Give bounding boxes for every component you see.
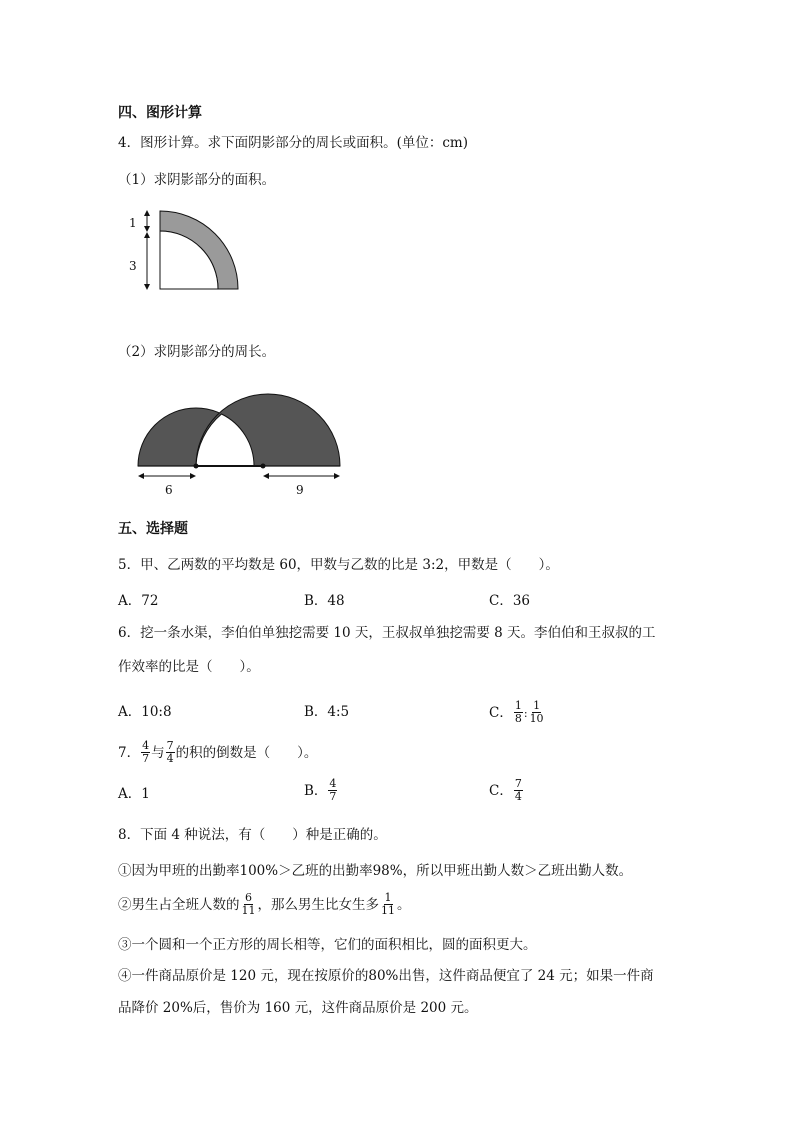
question-8-statement-4-line-2: 品降价 20%后，售价为 160 元，这件商品原价是 200 元。 — [118, 1000, 478, 1016]
question-4-stem: 4．图形计算。求下面阴影部分的周长或面积。(单位：cm) — [118, 135, 468, 151]
question-5-stem: 5．甲、乙两数的平均数是 60，甲数与乙数的比是 3:2，甲数是（ ）。 — [118, 557, 559, 573]
section-title-5: 五、选择题 — [118, 521, 188, 537]
label-6: 6 — [165, 483, 173, 497]
question-5-option-a: A．72 — [118, 593, 159, 609]
question-5-option-c: C．36 — [489, 593, 531, 609]
question-8-statement-3: ③一个圆和一个正方形的周长相等，它们的面积相比，圆的面积更大。 — [118, 937, 537, 953]
section-title-4: 四、图形计算 — [118, 105, 202, 121]
figure-semicircles — [130, 388, 350, 498]
question-7-option-a: A．1 — [118, 786, 150, 802]
question-8-statement-1: ①因为甲班的出勤率100%＞乙班的出勤率98%，所以甲班出勤人数＞乙班出勤人数。 — [118, 863, 633, 879]
fraction: $\frac{6}{11}$ — [241, 891, 256, 917]
figure-quarter-annulus — [120, 206, 260, 306]
label-3: 3 — [129, 259, 137, 273]
question-7-stem: 7． $\frac{4}{7}$ 与 $\frac{7}{4}$ 的积的倒数是（ ）。 — [118, 739, 318, 765]
question-4-sub-1: （1）求阴影部分的面积。 — [118, 172, 276, 188]
question-6-option-b: B．4:5 — [304, 704, 350, 720]
fraction: $\frac{1}{8}$ — [514, 699, 522, 725]
fraction: $\frac{7}{4}$ — [514, 777, 522, 803]
question-7-option-c: C． $\frac{7}{4}$ — [489, 777, 522, 803]
question-7-option-b: B． $\frac{4}{7}$ — [304, 777, 337, 803]
label-9: 9 — [296, 483, 304, 497]
question-6-stem-line-1: 6．挖一条水渠，李伯伯单独挖需要 10 天，王叔叔单独挖需要 8 天。李伯伯和王叔叔的工 — [118, 625, 656, 641]
fraction: $\frac{1}{10}$ — [529, 699, 544, 725]
fraction: $\frac{4}{7}$ — [329, 777, 337, 803]
fraction: $\frac{4}{7}$ — [142, 739, 150, 765]
question-6-option-a: A．10:8 — [118, 704, 172, 720]
question-5-option-b: B．48 — [304, 593, 345, 609]
question-8-statement-4-line-1: ④一件商品原价是 120 元，现在按原价的80%出售，这件商品便宜了 24 元；如果一件商 — [118, 968, 654, 984]
label-1: 1 — [129, 216, 137, 230]
question-4-sub-2: （2）求阴影部分的周长。 — [118, 344, 276, 360]
fraction: $\frac{7}{4}$ — [166, 739, 174, 765]
fraction: $\frac{1}{11}$ — [381, 891, 395, 917]
question-6-stem-line-2: 作效率的比是（ ）。 — [118, 659, 260, 675]
question-8-statement-2: ②男生占全班人数的 $\frac{6}{11}$ ，那么男生比女生多 $\frac{1}{11}$ 。 — [118, 891, 411, 917]
question-8-stem: 8．下面 4 种说法，有（ ）种是正确的。 — [118, 827, 387, 843]
question-6-option-c: C． $\frac{1}{8}$ : $\frac{1}{10}$ — [489, 699, 544, 725]
